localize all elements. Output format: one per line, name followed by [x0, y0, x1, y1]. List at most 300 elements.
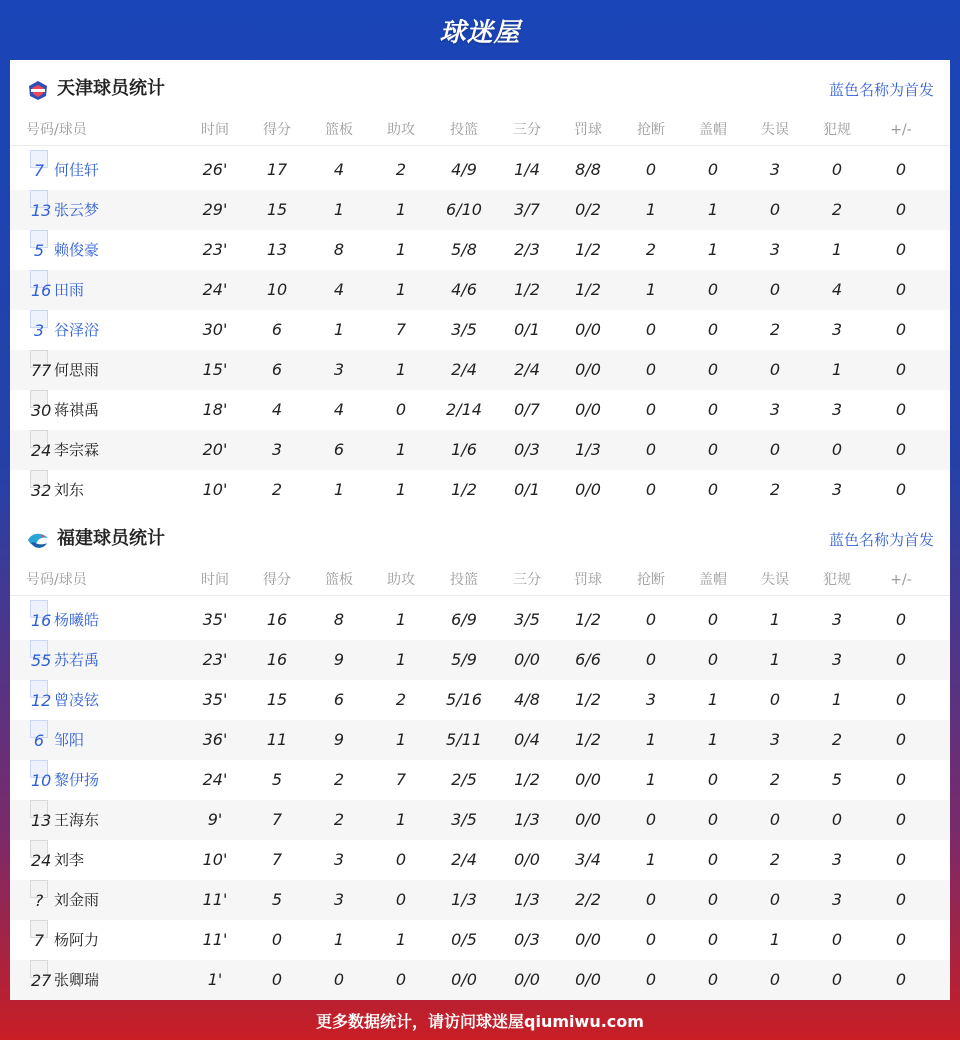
player-name-link[interactable]: 谷泽浴 — [54, 321, 100, 339]
jersey-number-badge: 13 — [30, 190, 48, 208]
stat-turnovers: 2 — [769, 850, 781, 869]
col-header-player: 号码/球员 — [26, 122, 87, 138]
stat-rebounds: 1 — [333, 930, 345, 949]
col-header-assists: 助攻 — [387, 572, 415, 588]
stat-blocks: 0 — [707, 400, 719, 419]
stat-fouls: 1 — [831, 690, 843, 709]
stat-rebounds: 3 — [333, 890, 345, 909]
player-name-link[interactable]: 王海东 — [54, 811, 100, 829]
jersey-number-badge: 13 — [30, 800, 48, 818]
stat-time: 1' — [207, 970, 223, 989]
stat-plus-minus: 0 — [895, 730, 907, 749]
stat-fg: 1/6 — [451, 440, 477, 459]
jersey-number-badge: 7 — [30, 920, 48, 938]
player-name-link[interactable]: 杨阿力 — [54, 931, 100, 949]
stat-turnovers: 0 — [769, 810, 781, 829]
stat-fg: 1/2 — [451, 480, 477, 499]
stat-ft: 1/2 — [575, 240, 601, 259]
stat-points: 16 — [266, 650, 288, 669]
fujian-team-logo-icon — [26, 528, 50, 552]
player-name-link[interactable]: 张卿瑞 — [54, 971, 100, 989]
stat-points: 0 — [271, 970, 283, 989]
brand-logo[interactable]: 球迷屋 — [439, 17, 521, 48]
stat-blocks: 0 — [707, 360, 719, 379]
stat-steals: 0 — [645, 160, 657, 179]
stat-fouls: 4 — [831, 280, 843, 299]
table-row — [10, 880, 950, 920]
stat-assists: 1 — [395, 360, 407, 379]
player-name-link[interactable]: 刘东 — [54, 481, 85, 499]
jersey-number-badge: 12 — [30, 680, 48, 698]
stat-time: 11' — [202, 930, 228, 949]
stat-three-pt: 0/1 — [514, 320, 540, 339]
stat-steals: 2 — [645, 240, 657, 259]
stat-plus-minus: 0 — [895, 770, 907, 789]
stat-ft: 1/2 — [575, 690, 601, 709]
stat-fouls: 0 — [831, 930, 843, 949]
stat-plus-minus: 0 — [895, 690, 907, 709]
stat-assists: 1 — [395, 440, 407, 459]
stat-fouls: 3 — [831, 320, 843, 339]
table-row — [10, 190, 950, 230]
jersey-number-badge: ? — [30, 880, 48, 898]
stat-fg: 3/5 — [451, 810, 477, 829]
stat-time: 30' — [202, 320, 228, 339]
player-name-link[interactable]: 李宗霖 — [54, 441, 100, 459]
table-row — [10, 920, 950, 960]
stat-rebounds: 1 — [333, 320, 345, 339]
stat-fouls: 1 — [831, 240, 843, 259]
stat-fouls: 3 — [831, 890, 843, 909]
table-row — [10, 640, 950, 680]
stat-fouls: 3 — [831, 650, 843, 669]
col-header-3pt: 三分 — [513, 572, 541, 588]
stat-fg: 5/8 — [451, 240, 477, 259]
stat-ft: 3/4 — [575, 850, 601, 869]
stat-turnovers: 2 — [769, 480, 781, 499]
col-header-plus-minus: +/- — [890, 572, 912, 588]
stat-blocks: 0 — [707, 650, 719, 669]
col-header-ft: 罚球 — [574, 122, 602, 138]
stat-steals: 1 — [645, 200, 657, 219]
stat-fg: 5/11 — [446, 730, 482, 749]
stat-turnovers: 0 — [769, 200, 781, 219]
stat-fg: 2/4 — [451, 360, 477, 379]
stat-ft: 6/6 — [575, 650, 601, 669]
stat-fouls: 1 — [831, 360, 843, 379]
stat-points: 13 — [266, 240, 288, 259]
stat-rebounds: 9 — [333, 650, 345, 669]
stat-fg: 2/14 — [446, 400, 482, 419]
stat-blocks: 0 — [707, 610, 719, 629]
stat-blocks: 0 — [707, 810, 719, 829]
stat-blocks: 1 — [707, 730, 719, 749]
stat-points: 6 — [271, 320, 283, 339]
stat-points: 7 — [271, 810, 283, 829]
table-row — [10, 960, 950, 1000]
stats-panel — [10, 60, 950, 1000]
stat-time: 35' — [202, 610, 228, 629]
table-header — [10, 565, 950, 596]
stat-ft: 0/0 — [575, 930, 601, 949]
stat-turnovers: 1 — [769, 930, 781, 949]
stat-points: 15 — [266, 690, 288, 709]
stat-three-pt: 0/3 — [514, 440, 540, 459]
stat-blocks: 1 — [707, 200, 719, 219]
stat-turnovers: 0 — [769, 360, 781, 379]
col-header-3pt: 三分 — [513, 122, 541, 138]
jersey-number-badge: 16 — [30, 270, 48, 288]
table-row — [10, 310, 950, 350]
team-section-header — [10, 60, 950, 120]
jersey-number-badge: 55 — [30, 640, 48, 658]
col-header-points: 得分 — [263, 122, 291, 138]
stat-plus-minus: 0 — [895, 650, 907, 669]
stat-ft: 2/2 — [575, 890, 601, 909]
col-header-steals: 抢断 — [637, 122, 665, 138]
stat-ft: 8/8 — [575, 160, 601, 179]
stat-three-pt: 0/4 — [514, 730, 540, 749]
jersey-number-badge: 3 — [30, 310, 48, 328]
stat-blocks: 0 — [707, 440, 719, 459]
stat-blocks: 0 — [707, 280, 719, 299]
stat-rebounds: 6 — [333, 690, 345, 709]
stat-ft: 1/3 — [575, 440, 601, 459]
stat-fouls: 3 — [831, 610, 843, 629]
table-row — [10, 470, 950, 510]
stat-plus-minus: 0 — [895, 850, 907, 869]
stat-fouls: 2 — [831, 200, 843, 219]
stat-turnovers: 0 — [769, 890, 781, 909]
stat-fouls: 2 — [831, 730, 843, 749]
player-name-link[interactable]: 赖俊豪 — [54, 241, 100, 259]
stat-points: 10 — [266, 280, 288, 299]
table-row — [10, 760, 950, 800]
stat-steals: 1 — [645, 770, 657, 789]
col-header-ft: 罚球 — [574, 572, 602, 588]
stat-fouls: 5 — [831, 770, 843, 789]
table-row — [10, 430, 950, 470]
stat-steals: 0 — [645, 480, 657, 499]
stat-assists: 1 — [395, 200, 407, 219]
stat-rebounds: 9 — [333, 730, 345, 749]
stat-plus-minus: 0 — [895, 930, 907, 949]
col-header-rebounds: 篮板 — [325, 572, 353, 588]
stat-three-pt: 1/3 — [514, 890, 540, 909]
table-row — [10, 680, 950, 720]
stat-three-pt: 1/3 — [514, 810, 540, 829]
stat-points: 16 — [266, 610, 288, 629]
stat-three-pt: 4/8 — [514, 690, 540, 709]
footer-link[interactable]: 更多数据统计，请访问球迷屋qiumiwu.com — [316, 1011, 644, 1031]
stat-fouls: 0 — [831, 440, 843, 459]
stat-points: 11 — [266, 730, 288, 749]
stat-time: 29' — [202, 200, 228, 219]
stat-plus-minus: 0 — [895, 200, 907, 219]
stat-turnovers: 0 — [769, 280, 781, 299]
stat-time: 18' — [202, 400, 228, 419]
stat-time: 23' — [202, 650, 228, 669]
col-header-points: 得分 — [263, 572, 291, 588]
stat-assists: 1 — [395, 280, 407, 299]
stat-fg: 5/9 — [451, 650, 477, 669]
stat-steals: 0 — [645, 400, 657, 419]
stat-steals: 1 — [645, 280, 657, 299]
stat-ft: 0/0 — [575, 770, 601, 789]
stat-time: 15' — [202, 360, 228, 379]
team-title: 福建球员统计 — [57, 528, 165, 549]
stat-points: 2 — [271, 480, 283, 499]
stat-plus-minus: 0 — [895, 480, 907, 499]
stat-turnovers: 0 — [769, 440, 781, 459]
stat-plus-minus: 0 — [895, 240, 907, 259]
stat-rebounds: 8 — [333, 240, 345, 259]
stat-points: 15 — [266, 200, 288, 219]
stat-steals: 0 — [645, 650, 657, 669]
stat-plus-minus: 0 — [895, 810, 907, 829]
table-row — [10, 270, 950, 310]
stat-rebounds: 8 — [333, 610, 345, 629]
stat-ft: 0/0 — [575, 810, 601, 829]
stat-rebounds: 1 — [333, 480, 345, 499]
stat-steals: 0 — [645, 320, 657, 339]
stat-rebounds: 6 — [333, 440, 345, 459]
stat-assists: 0 — [395, 890, 407, 909]
stat-time: 24' — [202, 280, 228, 299]
table-row — [10, 800, 950, 840]
starter-note: 蓝色名称为首发 — [828, 531, 934, 549]
stat-plus-minus: 0 — [895, 890, 907, 909]
stat-ft: 1/2 — [575, 610, 601, 629]
col-header-steals: 抢断 — [637, 572, 665, 588]
table-row — [10, 600, 950, 640]
stat-plus-minus: 0 — [895, 320, 907, 339]
col-header-fg: 投篮 — [450, 572, 478, 588]
team-title: 天津球员统计 — [57, 78, 165, 99]
stat-assists: 2 — [395, 160, 407, 179]
stat-plus-minus: 0 — [895, 610, 907, 629]
stat-points: 3 — [271, 440, 283, 459]
stat-plus-minus: 0 — [895, 360, 907, 379]
jersey-number-badge: 16 — [30, 600, 48, 618]
stat-assists: 1 — [395, 730, 407, 749]
stat-three-pt: 2/4 — [514, 360, 540, 379]
stat-blocks: 1 — [707, 690, 719, 709]
stat-fg: 5/16 — [446, 690, 482, 709]
stat-assists: 1 — [395, 480, 407, 499]
stat-fouls: 3 — [831, 480, 843, 499]
col-header-assists: 助攻 — [387, 122, 415, 138]
stat-assists: 7 — [395, 770, 407, 789]
stat-points: 17 — [266, 160, 288, 179]
stat-turnovers: 0 — [769, 690, 781, 709]
stat-fouls: 0 — [831, 160, 843, 179]
stat-fouls: 3 — [831, 850, 843, 869]
stat-three-pt: 1/4 — [514, 160, 540, 179]
jersey-number-badge: 30 — [30, 390, 48, 408]
starter-note: 蓝色名称为首发 — [828, 81, 934, 99]
stat-rebounds: 4 — [333, 400, 345, 419]
stat-turnovers: 3 — [769, 160, 781, 179]
stat-rebounds: 2 — [333, 810, 345, 829]
stat-fg: 1/3 — [451, 890, 477, 909]
stat-points: 5 — [271, 770, 283, 789]
stat-fg: 2/4 — [451, 850, 477, 869]
jersey-number-badge: 5 — [30, 230, 48, 248]
stat-time: 9' — [207, 810, 223, 829]
jersey-number-badge: 6 — [30, 720, 48, 738]
stat-fouls: 3 — [831, 400, 843, 419]
player-name-link[interactable]: 刘李 — [54, 851, 85, 869]
stat-assists: 0 — [395, 400, 407, 419]
stat-assists: 1 — [395, 930, 407, 949]
stat-rebounds: 4 — [333, 280, 345, 299]
stat-three-pt: 0/1 — [514, 480, 540, 499]
player-name-link[interactable]: 何佳轩 — [54, 161, 100, 179]
player-name-link[interactable]: 张云梦 — [54, 201, 100, 219]
stat-turnovers: 3 — [769, 240, 781, 259]
stat-assists: 1 — [395, 650, 407, 669]
jersey-number-badge: 10 — [30, 760, 48, 778]
stat-blocks: 0 — [707, 770, 719, 789]
stat-ft: 1/2 — [575, 730, 601, 749]
jersey-number-badge: 7 — [30, 150, 48, 168]
tianjin-team-logo-icon — [26, 78, 50, 102]
table-row — [10, 230, 950, 270]
stat-three-pt: 1/2 — [514, 770, 540, 789]
stat-fg: 3/5 — [451, 320, 477, 339]
stat-three-pt: 0/7 — [514, 400, 540, 419]
team-section-header — [10, 510, 950, 570]
col-header-rebounds: 篮板 — [325, 122, 353, 138]
stat-ft: 0/0 — [575, 320, 601, 339]
player-name-link[interactable]: 黎伊扬 — [54, 771, 100, 789]
stat-ft: 0/2 — [575, 200, 601, 219]
col-header-fg: 投篮 — [450, 122, 478, 138]
stat-fg: 0/0 — [451, 970, 477, 989]
stat-three-pt: 3/5 — [514, 610, 540, 629]
footer-banner — [0, 1000, 960, 1040]
player-name-link[interactable]: 苏若禹 — [54, 651, 100, 669]
stat-assists: 2 — [395, 690, 407, 709]
stat-three-pt: 0/0 — [514, 850, 540, 869]
stat-steals: 0 — [645, 930, 657, 949]
stat-steals: 0 — [645, 890, 657, 909]
stat-blocks: 0 — [707, 160, 719, 179]
stat-steals: 3 — [645, 690, 657, 709]
col-header-turnovers: 失误 — [761, 122, 789, 138]
jersey-number-badge: 24 — [30, 840, 48, 858]
stat-time: 35' — [202, 690, 228, 709]
stat-plus-minus: 0 — [895, 400, 907, 419]
col-header-plus-minus: +/- — [890, 122, 912, 138]
stat-rebounds: 0 — [333, 970, 345, 989]
col-header-time: 时间 — [201, 122, 229, 138]
stat-points: 0 — [271, 930, 283, 949]
stat-time: 23' — [202, 240, 228, 259]
stat-points: 5 — [271, 890, 283, 909]
player-name-link[interactable]: 杨曦皓 — [54, 611, 100, 629]
stat-time: 24' — [202, 770, 228, 789]
table-row — [10, 350, 950, 390]
stat-time: 10' — [202, 480, 228, 499]
stat-plus-minus: 0 — [895, 160, 907, 179]
col-header-player: 号码/球员 — [26, 572, 87, 588]
player-name-link[interactable]: 曾凌铉 — [54, 691, 100, 709]
stat-time: 10' — [202, 850, 228, 869]
jersey-number-badge: 32 — [30, 470, 48, 488]
stat-rebounds: 4 — [333, 160, 345, 179]
stat-assists: 1 — [395, 610, 407, 629]
player-name-link[interactable]: 刘金雨 — [54, 891, 100, 909]
col-header-turnovers: 失误 — [761, 572, 789, 588]
stat-blocks: 0 — [707, 890, 719, 909]
stat-blocks: 0 — [707, 850, 719, 869]
col-header-fouls: 犯规 — [823, 122, 851, 138]
top-bar — [0, 0, 960, 60]
stat-ft: 0/0 — [575, 970, 601, 989]
stat-fg: 2/5 — [451, 770, 477, 789]
stat-turnovers: 0 — [769, 970, 781, 989]
stat-steals: 1 — [645, 850, 657, 869]
stat-steals: 1 — [645, 730, 657, 749]
stat-points: 4 — [271, 400, 283, 419]
stat-fg: 4/6 — [451, 280, 477, 299]
jersey-number-badge: 24 — [30, 430, 48, 448]
stat-three-pt: 0/3 — [514, 930, 540, 949]
stat-three-pt: 1/2 — [514, 280, 540, 299]
stat-steals: 0 — [645, 970, 657, 989]
stat-fg: 4/9 — [451, 160, 477, 179]
stat-blocks: 0 — [707, 970, 719, 989]
table-row — [10, 840, 950, 880]
player-name-link[interactable]: 何思雨 — [54, 361, 100, 379]
stat-three-pt: 2/3 — [514, 240, 540, 259]
stat-fg: 6/10 — [446, 200, 482, 219]
stat-points: 6 — [271, 360, 283, 379]
stat-plus-minus: 0 — [895, 280, 907, 299]
table-row — [10, 390, 950, 430]
stat-steals: 0 — [645, 440, 657, 459]
stat-rebounds: 3 — [333, 850, 345, 869]
stat-three-pt: 3/7 — [514, 200, 540, 219]
stat-assists: 0 — [395, 970, 407, 989]
stat-assists: 7 — [395, 320, 407, 339]
stat-ft: 0/0 — [575, 360, 601, 379]
jersey-number-badge: 77 — [30, 350, 48, 368]
jersey-number-badge: 27 — [30, 960, 48, 978]
player-name-link[interactable]: 田雨 — [54, 281, 85, 299]
player-name-link[interactable]: 邹阳 — [54, 731, 85, 749]
stat-blocks: 0 — [707, 480, 719, 499]
stat-time: 11' — [202, 890, 228, 909]
stat-assists: 0 — [395, 850, 407, 869]
stat-ft: 1/2 — [575, 280, 601, 299]
col-header-time: 时间 — [201, 572, 229, 588]
table-row — [10, 150, 950, 190]
stat-three-pt: 0/0 — [514, 650, 540, 669]
table-row — [10, 720, 950, 760]
stat-turnovers: 1 — [769, 650, 781, 669]
stat-turnovers: 1 — [769, 610, 781, 629]
stat-plus-minus: 0 — [895, 440, 907, 459]
stat-fg: 0/5 — [451, 930, 477, 949]
player-name-link[interactable]: 蒋祺禹 — [54, 401, 100, 419]
stat-steals: 0 — [645, 610, 657, 629]
col-header-fouls: 犯规 — [823, 572, 851, 588]
stat-time: 20' — [202, 440, 228, 459]
col-header-blocks: 盖帽 — [699, 122, 727, 138]
